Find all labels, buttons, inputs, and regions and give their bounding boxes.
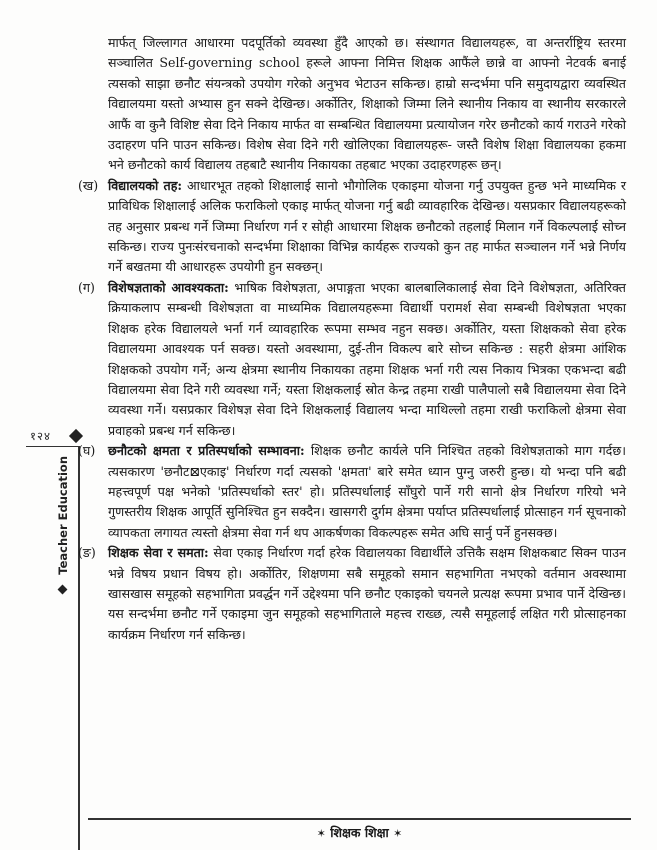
intro-paragraph: मार्फत् जिल्लागत आधारमा पदपूर्तिको व्यवस्था हुँदै आएको छ। संस्थागत विद्यालयहरू, वा अन्तर्राष्ट्रिय स्तरमा सञ्चालित Self-governing school हरूले आफ्ना निमित्त शिक्षक आफैंले छान्ने वा आफ्नो नेटवर्क बनाई त्यसको साझा छनौट संयन्त्रको उपयोग गरेको अनुभव भेटाउन सकिन्छ। हाम्रो सन्दर्भमा पनि समुदायद्वारा व्यवस्थित विद्यालयमा यस्तो अभ्यास हुन सक्ने देखिन्छ। अर्कोतिर, शिक्षाको जिम्मा लिने स्थानीय निकाय वा स्थानीय सरकारले आफैं वा कुनै विशिष्ट सेवा दिने निकाय मार्फत वा सम्बन्धित विद्यालयमा प्रत्यायोजन गरेर छनौटको कार्य गराउने गरेको उदाहरण पनि पाउन सकिन्छ। विशेष सेवा दिने गरी खोलिएका विद्यालयहरू- जस्तै विशेष शिक्षा विद्यालयका हकमा भने छनौटको कार्य विद्यालय तहबाटै स्थानीय निकायका तहबाट भएका उदाहरणहरू छन्। [108, 35, 626, 173]
list-marker: (ङ) [78, 545, 96, 561]
item-body: आधारभूत तहको शिक्षालाई सानो भौगोलिक एकाइमा योजना गर्नु उपयुक्त हुन्छ भने माध्यमिक र प्राविधिक शिक्षालाई अलिक फराकिलो एकाइ मार्फत् योजना गर्नु बढी व्यावहारिक देखिन्छ। यसप्रकार विद्यालयहरूको तह अनुसार प्रबन्ध गर्ने जिम्मा निर्धारण गर्न र सोही आधारमा शिक्षक छनौटको तहलाई मिलान गर्ने विकल्पलाई सोच्न सकिन्छ। राज्य पुनःसंरचनाको सन्दर्भमा शिक्षाका विभिन्न कार्यहरू राज्यको कुन तह मार्फत सञ्चालन गर्ने भन्ने निर्णय गर्ने बखतमा यी आधारहरू उपयोगी हुन सक्छन्। [108, 177, 626, 275]
diamond-icon [58, 585, 68, 595]
page-number-rule [26, 446, 79, 447]
footer-rule [88, 818, 631, 820]
item-heading: विशेषज्ञताको आवश्यकता: [108, 279, 229, 295]
item-heading: शिक्षक सेवा र समता: [108, 545, 209, 561]
star-icon: ✶ [393, 827, 403, 840]
item-body: भाषिक विशेषज्ञता, अपाङ्गता भएका बालबालिकालाई सेवा दिने विशेषज्ञता, अतिरिक्त क्रियाकलाप सम्बन्धी विशेषज्ञता वा माध्यमिक विद्यालयहरूमा विद्यार्थी परामर्श सेवा सम्बन्धी विशेषज्ञता भएका शिक्षक हरेक विद्यालयले भर्ना गर्न व्यावहारिक रूपमा सम्भव नहुन सक्छ। अर्कोतिर, यस्ता शिक्षकको सेवा हरेक विद्यालयमा आवश्यक पर्न सक्छ। यस्तो अवस्थामा, दुई-तीन विकल्प बारे सोच्न सकिन्छ : सहरी क्षेत्रमा आंशिक शिक्षकको उपयोग गर्ने; अन्य क्षेत्रमा स्थानीय निकायका तहमा शिक्षक भर्ना गरी त्यस निकाय भित्रका एकभन्दा बढी विद्यालयमा सेवा दिने गरी व्यवस्था गर्ने; यस्ता शिक्षकलाई स्रोत केन्द्र तहमा राखी पालैपालो सबै विद्यालयमा सेवा दिने व्यवस्था गर्ने। यसप्रकार विशेषज्ञ सेवा दिने शिक्षकलाई विद्यालय भन्दा माथिल्लो तहमा राखी फराकिलो क्षेत्रमा सेवा प्रवाहको प्रबन्ध गर्न सकिन्छ। [108, 279, 626, 438]
item-body: सेवा एकाइ निर्धारण गर्दा हरेक विद्यालयका विद्यार्थीले उत्तिकै सक्षम शिक्षकबाट सिक्न पाउन भन्ने विषय प्रधान विषय हो। अर्कोतिर, शिक्षणमा सबै समूहको समान सहभागिता नभएको वर्तमान अवस्थामा खासखास समूहको सहभागिता प्रवर्द्धन गर्ने उद्देश्यमा पनि छनौट एकाइको चयनले प्रत्यक्ष रूपमा प्रभाव पार्ने देखिन्छ। यस सन्दर्भमा छनौट गर्ने एकाइमा जुन समूहको सहभागिताले महत्त्व राख्छ, त्यसै समूहलाई लक्षित गरी प्रोत्साहनका कार्यक्रम निर्धारण गर्न सकिन्छ। [108, 545, 626, 642]
list-marker: (ग) [78, 279, 95, 295]
body-text [78, 33, 626, 645]
star-icon: ✶ [316, 827, 326, 840]
list-item-kha [78, 176, 626, 278]
footer [88, 824, 631, 841]
running-head [56, 455, 72, 595]
list-marker: (घ) [78, 443, 96, 459]
page-number: १२४ [30, 429, 51, 443]
margin-rule [78, 446, 80, 850]
item-heading: विद्यालयको तह: [108, 177, 183, 193]
footer-title: शिक्षक शिक्षा [330, 825, 389, 840]
running-head-text: Teacher Education [56, 456, 70, 575]
list-item-nga [78, 543, 626, 645]
item-heading: छनौटको क्षमता र प्रतिस्पर्धाको सम्भावना: [108, 443, 305, 459]
list-item-ga [78, 278, 626, 441]
list-marker: (ख) [78, 177, 99, 193]
item-body: शिक्षक छनौट कार्यले पनि निश्चित तहको विशेषज्ञताको माग गर्दछ। त्यसकारण 'छनौट⊠एकाइ' निर्धारण गर्दा त्यसको 'क्षमता' बारे समेत ध्यान पुग्नु जरुरी हुन्छ। यो भन्दा पनि बढी महत्त्वपूर्ण पक्ष भनेको 'प्रतिस्पर्धाको स्तर' हो। प्रतिस्पर्धालाई साँघुरो पार्ने गरी सानो क्षेत्र निर्धारण गरियो भने गुणस्तरीय शिक्षक आपूर्ति सुनिश्चित हुन सक्दैन। खासगरी दुर्गम क्षेत्रमा पर्याप्त प्रतिस्पर्धालाई प्रोत्साहन गर्न सूचनाको व्यापकता लगायत त्यस्तो क्षेत्रमा सेवा गर्न थप आकर्षणका विकल्पहरू समेत अघि सार्नु पर्ने हुनसक्छ। [108, 443, 626, 540]
list-item-gha [78, 441, 626, 543]
